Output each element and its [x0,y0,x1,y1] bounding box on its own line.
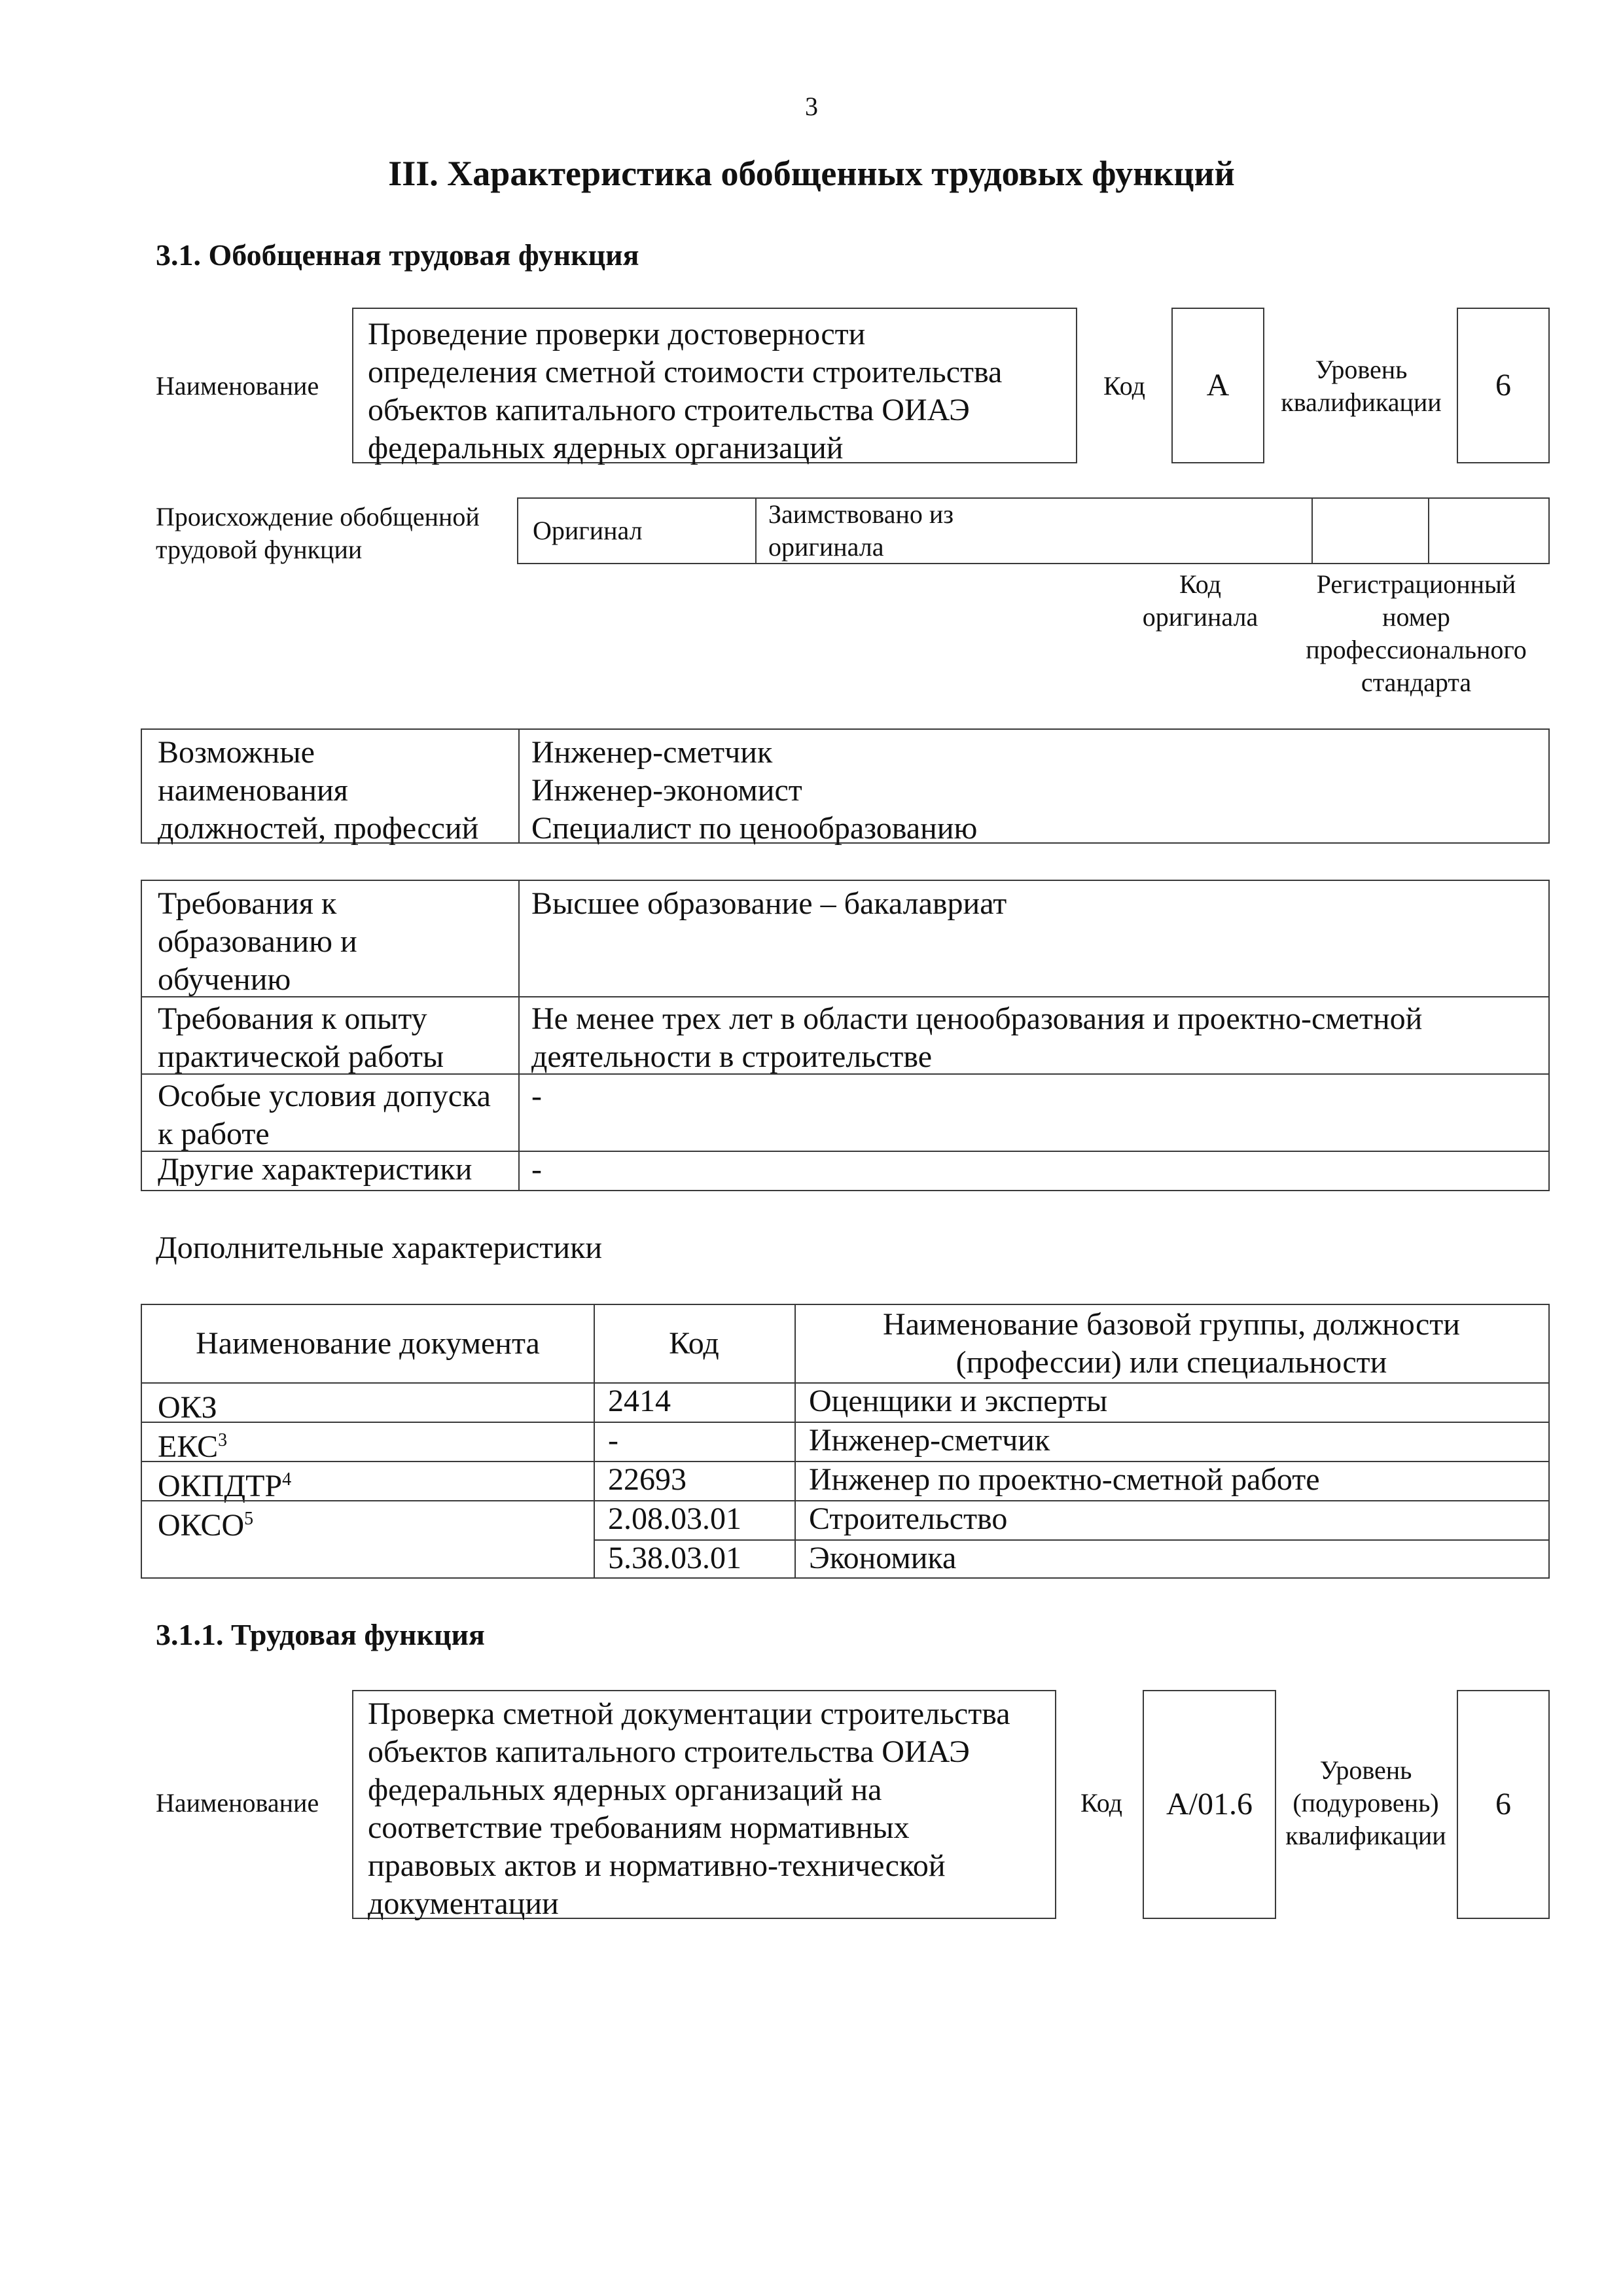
origin-code-caption: Код оригинала [1142,569,1258,632]
additional-header-code: Код [669,1326,719,1361]
table-row-doc: ЕКС$^3$ [158,1429,228,1464]
table-row-name: Строительство [809,1501,1008,1536]
table-row-name: Инженер по проектно-сметной работе [809,1462,1320,1497]
tf-heading: 3.1.1. Трудовая функция [156,1618,485,1651]
gtf-level-value: 6 [1457,308,1550,463]
req-admission-label: Особые условия допуска к работе [158,1079,491,1151]
req-education-value: Высшее образование – бакалавриат [531,886,1007,921]
requirements-table [141,880,1550,1191]
tf-name-label: Наименование [156,1788,319,1818]
origin-original: Оригинал [533,516,643,545]
gtf-name-value: Проведение проверки достоверности определения сметной стоимости строительства объектов капитального строительства ОИАЭ федеральных ядерных организаций [352,308,1077,463]
table-row-code: 22693 [608,1462,687,1497]
table-row-code: 2.08.03.01 [608,1501,741,1536]
gtf-name-label: Наименование [156,371,319,401]
positions-label: Возможные наименования должностей, профессий [158,735,479,846]
gtf-level-label: Уровень квалификации [1281,355,1442,417]
additional-heading: Дополнительные характеристики [156,1230,603,1265]
origin-reg-caption: Регистрационный номер профессионального стандарта [1306,569,1527,697]
table-row-code: 5.38.03.01 [608,1541,741,1575]
positions-value: Инженер-сметчик Инженер-экономист Специалист по ценообразованию [531,735,978,846]
additional-header-doc: Наименование документа [196,1326,540,1361]
gtf-heading: 3.1. Обобщенная трудовая функция [156,238,639,272]
table-row-code: - [608,1423,618,1458]
tf-level-label: Уровень (подуровень) квалификации [1285,1755,1446,1850]
table-row-doc: ОКСО$^5$ [158,1508,254,1543]
gtf-code-value: А [1171,308,1264,463]
tf-code-label: Код [1080,1788,1122,1818]
section-title: III. Характеристика обобщенных трудовых функций [388,154,1235,193]
origin-label: Происхождение обобщенной трудовой функции [156,502,480,564]
origin-table [517,497,1550,564]
req-other-label: Другие характеристики [158,1152,473,1187]
req-experience-label: Требования к опыту практической работы [158,1001,444,1074]
table-row-name: Инженер-сметчик [809,1423,1050,1458]
positions-table [141,728,1550,844]
tf-name-value: Проверка сметной документации строительства объектов капитального строительства ОИАЭ федеральных ядерных организаций на соответствие требованиям нормативных правовых актов и нормативно-технической документации [352,1690,1056,1919]
tf-level-value: 6 [1457,1690,1550,1919]
table-row-code: 2414 [608,1384,671,1418]
req-education-label: Требования к образованию и обучению [158,886,357,997]
table-row-name: Оценщики и эксперты [809,1384,1108,1418]
page-number: 3 [805,92,818,121]
table-row-name: Экономика [809,1541,957,1575]
origin-borrowed: Заимствовано из оригинала [768,499,954,562]
gtf-code-label: Код [1103,371,1145,401]
req-other-value: - [531,1152,542,1187]
tf-code-value: А/01.6 [1143,1690,1276,1919]
req-admission-value: - [531,1079,542,1113]
table-row-doc: ОКПДТР$^4$ [158,1469,292,1503]
additional-table [141,1304,1550,1579]
req-experience-value: Не менее трех лет в области ценообразования и проектно-сметной деятельности в строительстве [531,1001,1423,1074]
table-row-doc: ОКЗ [158,1390,217,1425]
additional-header-name: Наименование базовой группы, должности (профессии) или специальности [883,1307,1460,1380]
